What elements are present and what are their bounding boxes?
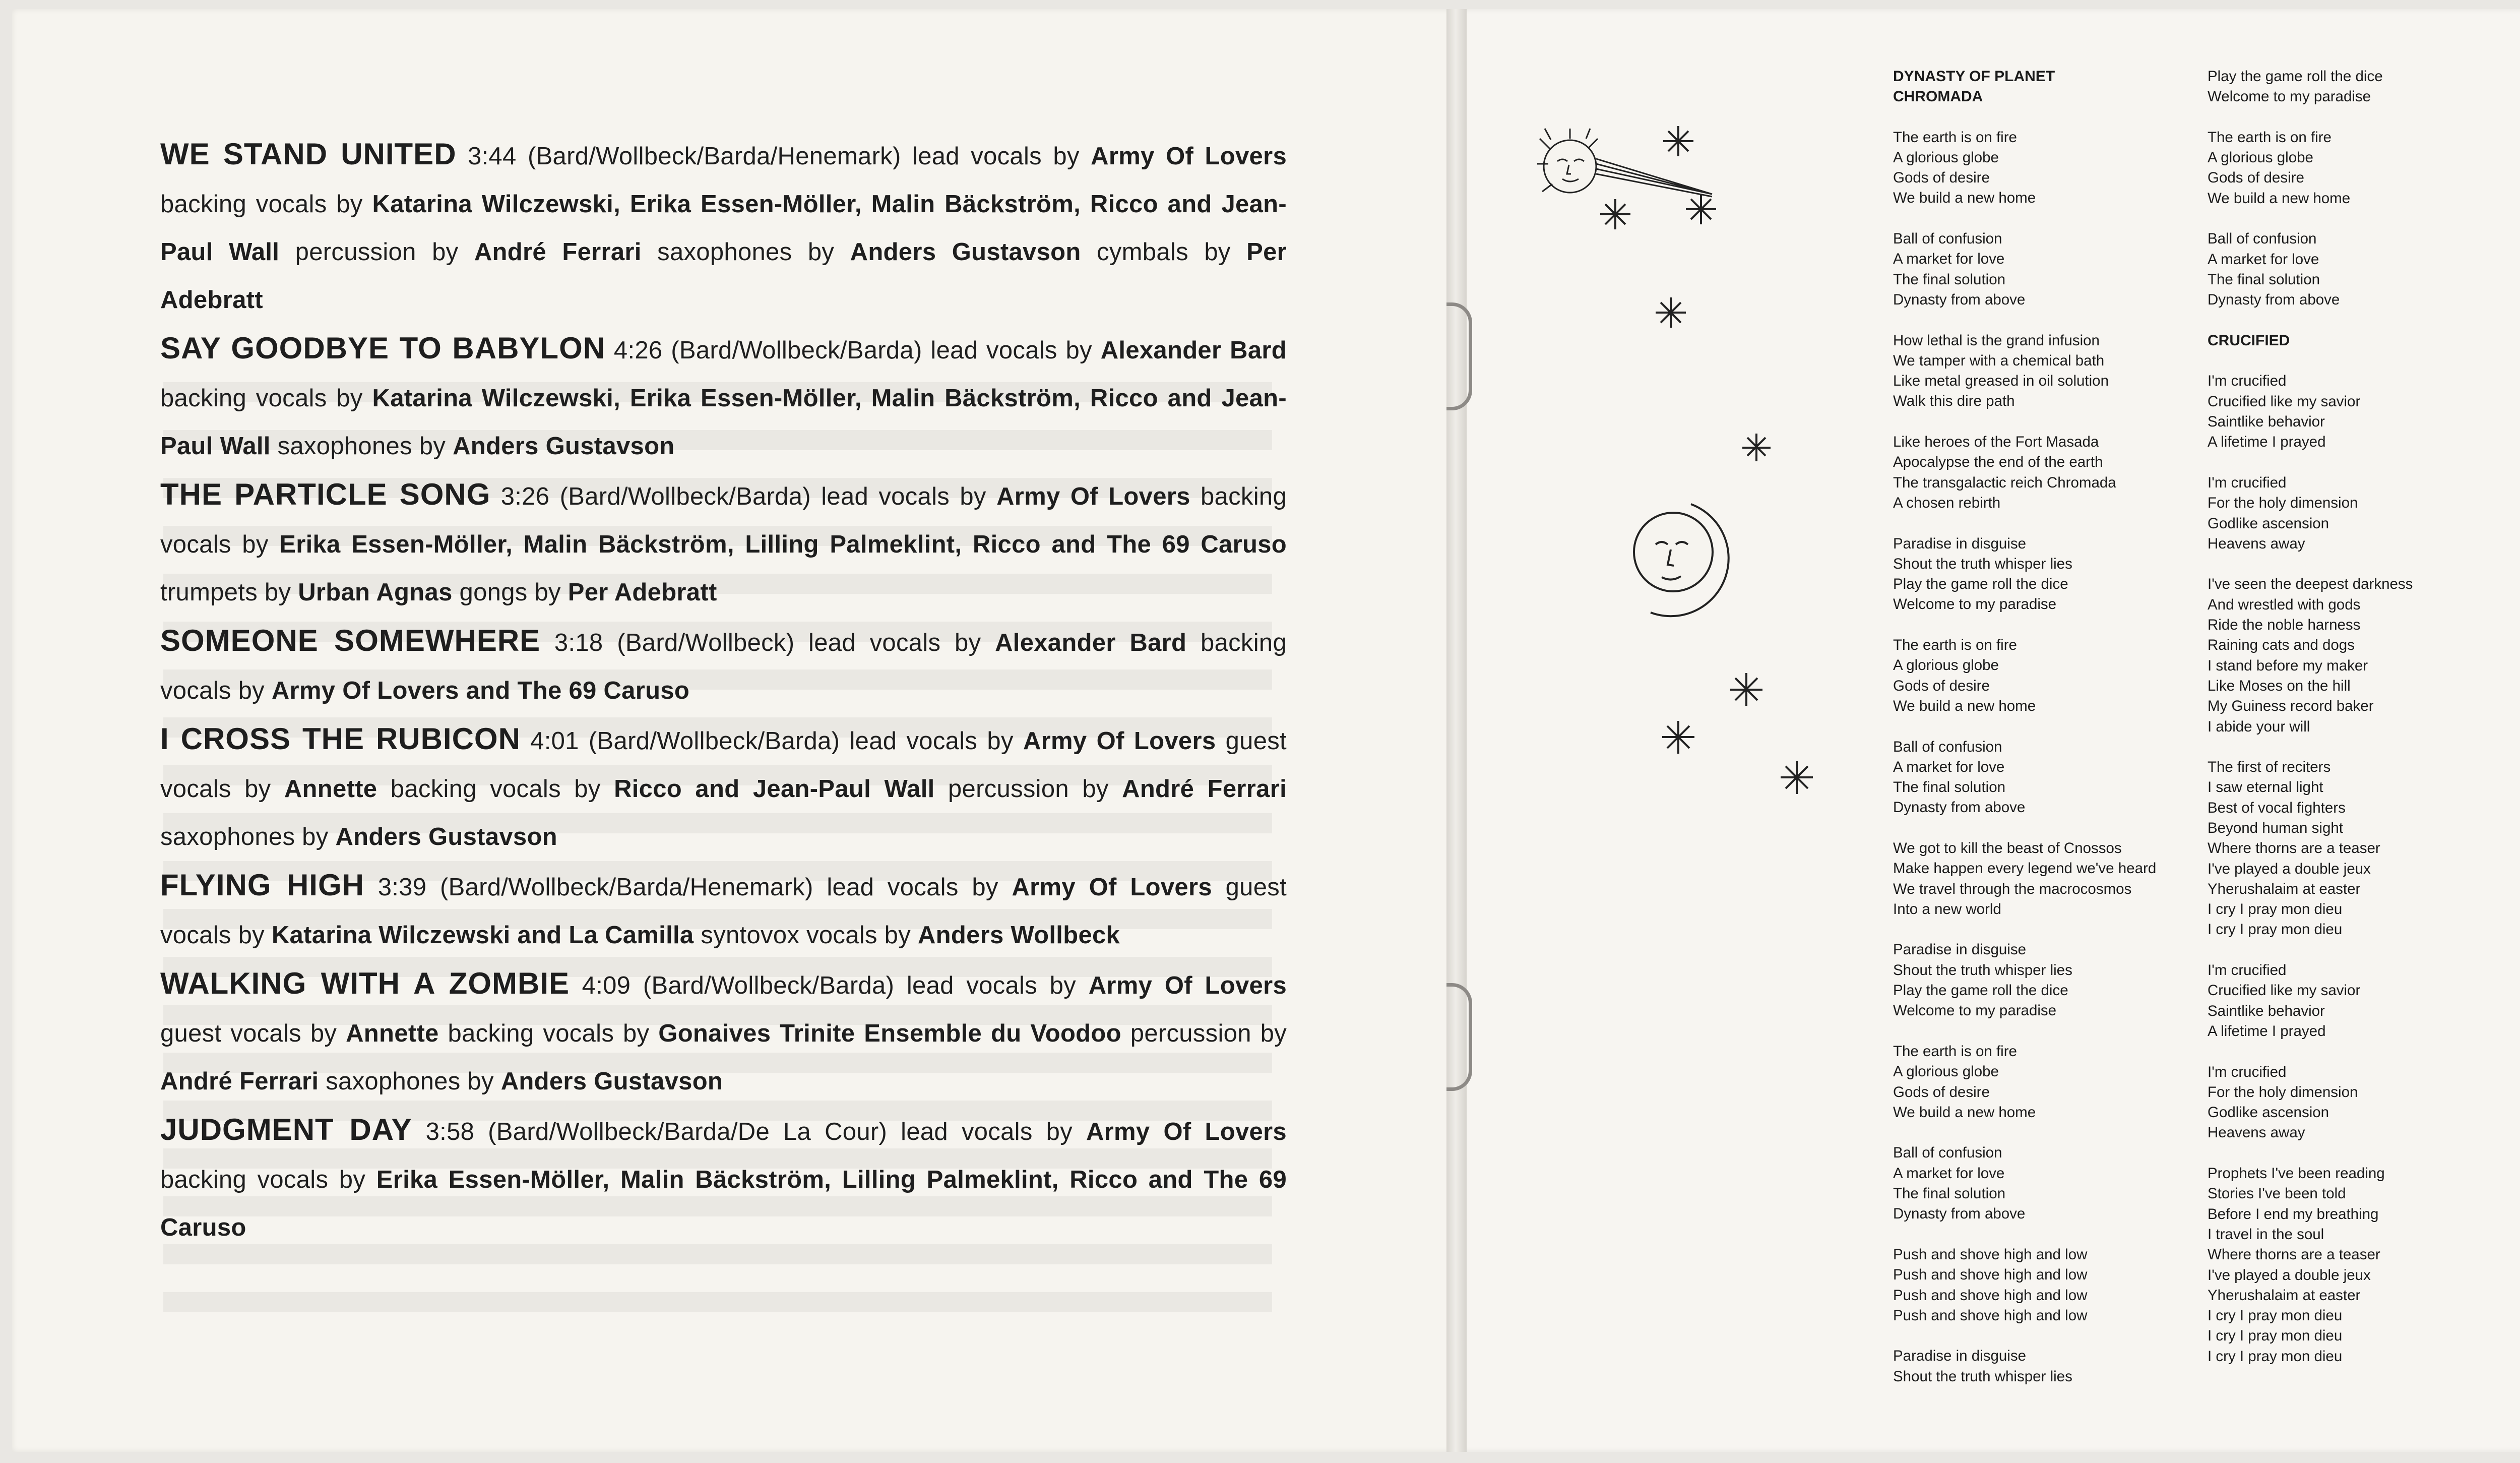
credit-name: Katarina Wilczewski, Erika Essen-Möller, Malin Bäckström, Ricco and Jean-Paul Wall xyxy=(160,385,1287,460)
credit-name: Army Of Lovers xyxy=(1023,727,1216,755)
stars-illustration xyxy=(1630,297,1782,469)
credit-name: Army Of Lovers and The 69 Caruso xyxy=(271,677,690,704)
staple-bottom xyxy=(1446,983,1472,1091)
track-credit xyxy=(160,324,1287,470)
lyric-line: I'm crucified xyxy=(2208,962,2287,979)
lyric-stanza xyxy=(1893,1042,2195,1123)
track-title: I CROSS THE RUBICON xyxy=(160,722,521,756)
lyric-line: Welcome to my paradise xyxy=(1893,596,2057,613)
lyric-line: Beyond human sight xyxy=(2208,819,2343,836)
lyric-line: For the holy dimension xyxy=(2208,1083,2358,1101)
lyric-line: Paradise in disguise xyxy=(1893,941,2027,958)
credit-text: saxophones by xyxy=(270,433,453,460)
moon-face-illustration xyxy=(1615,497,1736,628)
lyric-line: Shout the truth whisper lies xyxy=(1893,555,2072,572)
credit-name: André Ferrari xyxy=(474,238,642,266)
credit-name: Erika Essen-Möller, Malin Bäckström, Lilling Palmeklint, Ricco and The 69 Caruso xyxy=(160,1166,1287,1241)
credit-text: 3:44 (Bard/Wollbeck/Barda/Henemark) lead vocals by xyxy=(456,143,1091,170)
lyric-line: How lethal is the grand infusion xyxy=(1893,332,2100,349)
lyric-line: Raining cats and dogs xyxy=(2208,637,2355,654)
lyric-line: Push and shove high and low xyxy=(1893,1246,2088,1263)
track-credits xyxy=(160,130,1287,1252)
lyric-line: I've played a double jeux xyxy=(2208,860,2371,877)
credit-text: backing vocals by xyxy=(438,1020,659,1047)
credit-text: saxophones by xyxy=(319,1068,501,1095)
song-title: CHROMADA xyxy=(1893,88,1983,105)
lyric-line: The final solution xyxy=(1893,271,2006,288)
track-credit xyxy=(160,861,1287,959)
lyric-line: I cry I pray mon dieu xyxy=(2208,901,2343,918)
lyric-line: Gods of desire xyxy=(1893,677,1990,694)
lyric-line: Like metal greased in oil solution xyxy=(1893,373,2109,390)
lyric-stanza xyxy=(1893,534,2195,615)
credit-name: Army Of Lovers xyxy=(1086,1118,1287,1145)
lyric-line: Like heroes of the Fort Masada xyxy=(1893,434,2099,451)
lyric-line: I'm crucified xyxy=(2208,474,2287,491)
credit-text: guest vocals by xyxy=(160,1020,346,1047)
credit-text: saxophones by xyxy=(641,238,850,266)
credit-name: Katarina Wilczewski and La Camilla xyxy=(271,922,694,949)
lyric-line: I cry I pray mon dieu xyxy=(2208,1348,2343,1365)
credit-name: Army Of Lovers xyxy=(1088,972,1287,999)
lyric-stanza xyxy=(1893,635,2195,716)
lyric-line: The first of reciters xyxy=(2208,759,2331,776)
lyric-line: Play the game roll the dice xyxy=(2208,68,2383,85)
credit-name: Per Adebratt xyxy=(160,238,1287,314)
track-credit xyxy=(160,130,1287,324)
credit-text: backing vocals by xyxy=(377,775,614,803)
lyric-stanza xyxy=(1893,1346,2195,1387)
lyric-stanza xyxy=(2208,1164,2510,1367)
credit-name: Anders Gustavson xyxy=(335,823,557,850)
lyric-line: A glorious globe xyxy=(1893,657,1999,674)
lyric-line: Ball of confusion xyxy=(1893,1144,2002,1162)
lyric-line: For the holy dimension xyxy=(2208,495,2358,512)
credit-text: percussion by xyxy=(1121,1020,1287,1047)
lyric-line: Push and shove high and low xyxy=(1893,1287,2088,1304)
credit-text: 3:18 (Bard/Wollbeck) lead vocals by xyxy=(540,629,995,656)
credit-text: 3:26 (Bard/Wollbeck/Barda) lead vocals by xyxy=(490,483,997,510)
lyric-stanza xyxy=(1893,1143,2195,1224)
song-title: DYNASTY OF PLANET xyxy=(1893,68,2055,85)
credit-name: Anders Gustavson xyxy=(850,238,1081,266)
credit-name: Erika Essen-Möller, Malin Bäckström, Lilling Palmeklint, Ricco and The 69 Caruso xyxy=(279,531,1287,558)
lyric-stanza xyxy=(2208,67,2510,107)
track-title: FLYING HIGH xyxy=(160,868,364,902)
credit-text: syntovox vocals by xyxy=(694,922,918,949)
song-block xyxy=(2208,331,2510,351)
lyric-line: I'm crucified xyxy=(2208,373,2287,390)
track-title: SOMEONE SOMEWHERE xyxy=(160,624,541,657)
lyric-line: A glorious globe xyxy=(1893,1063,1999,1080)
lyric-stanza xyxy=(1893,229,2195,310)
lyric-stanza xyxy=(1893,432,2195,513)
lyric-stanza xyxy=(1893,838,2195,920)
lyric-stanza xyxy=(1893,940,2195,1021)
credit-name: Army Of Lovers xyxy=(1012,874,1212,901)
lyric-stanza xyxy=(1893,331,2195,412)
lyric-line: Ball of confusion xyxy=(1893,230,2002,248)
booklet-spine xyxy=(1446,9,1467,1452)
lyric-line: A glorious globe xyxy=(1893,149,1999,166)
lyric-stanza xyxy=(2208,473,2510,554)
lyric-stanza xyxy=(2208,574,2510,737)
credit-text: trumpets by xyxy=(160,579,298,606)
track-title: WE STAND UNITED xyxy=(160,137,457,171)
credit-name: Annette xyxy=(284,775,377,803)
lyric-line: I travel in the soul xyxy=(2208,1226,2324,1243)
track-credit xyxy=(160,470,1287,617)
credit-name: Urban Agnas xyxy=(298,579,453,606)
lyrics-column-2 xyxy=(2208,67,2510,1387)
lyric-stanza xyxy=(2208,229,2510,310)
credit-name: Per Adebratt xyxy=(568,579,717,606)
lyric-line: Heavens away xyxy=(2208,1124,2305,1141)
lyric-line: Saintlike behavior xyxy=(2208,413,2325,431)
lyric-line: Walk this dire path xyxy=(1893,393,2015,410)
credit-text: saxophones by xyxy=(160,823,336,850)
lyric-stanza xyxy=(2208,757,2510,940)
lyric-line: Push and shove high and low xyxy=(1893,1307,2088,1324)
credit-name: Anders Gustavson xyxy=(453,433,675,460)
lyric-line: Shout the truth whisper lies xyxy=(1893,1368,2072,1385)
spacer xyxy=(1893,107,2195,128)
lyric-line: Ball of confusion xyxy=(1893,738,2002,755)
track-title: WALKING WITH A ZOMBIE xyxy=(160,966,570,1000)
credit-name: Army Of Lovers xyxy=(1091,143,1287,170)
lyric-line: A market for love xyxy=(1893,1165,2005,1182)
lyric-line: The earth is on fire xyxy=(1893,129,2017,146)
lyric-line: Godlike ascension xyxy=(2208,515,2329,532)
lyric-line: Dynasty from above xyxy=(1893,1205,2026,1223)
lyric-line: Gods of desire xyxy=(1893,169,1990,187)
lyric-line: My Guiness record baker xyxy=(2208,698,2374,715)
track-title: SAY GOODBYE TO BABYLON xyxy=(160,331,606,365)
lyric-line: I'm crucified xyxy=(2208,1063,2287,1080)
lyric-line: Apocalypse the end of the earth xyxy=(1893,454,2103,471)
lyric-line: The earth is on fire xyxy=(2208,129,2332,146)
credit-name: Gonaives Trinite Ensemble du Voodoo xyxy=(658,1020,1121,1047)
credit-name: Annette xyxy=(346,1020,439,1047)
lyric-line: A market for love xyxy=(1893,251,2005,268)
credit-name: Katarina Wilczewski, Erika Essen-Möller, Malin Bäckström, Ricco and Jean-Paul Wall xyxy=(160,191,1287,266)
song-title: CRUCIFIED xyxy=(2208,332,2290,349)
lyric-stanza xyxy=(1893,737,2195,818)
lyric-line: Welcome to my paradise xyxy=(1893,1002,2057,1019)
lyric-line: Godlike ascension xyxy=(2208,1104,2329,1121)
credit-text: backing vocals by xyxy=(160,191,372,218)
credit-name: Army Of Lovers xyxy=(996,483,1190,510)
lyric-line: Saintlike behavior xyxy=(2208,1002,2325,1019)
lyrics-column-1 xyxy=(1893,67,2195,1407)
lyric-line: I stand before my maker xyxy=(2208,657,2368,674)
lyric-line: Crucified like my savior xyxy=(2208,982,2361,999)
track-credit xyxy=(160,617,1287,715)
lyric-line: Stories I've been told xyxy=(2208,1185,2346,1202)
lyric-line: Prophets I've been reading xyxy=(2208,1165,2385,1182)
lyric-line: I cry I pray mon dieu xyxy=(2208,1327,2343,1345)
lyric-line: Dynasty from above xyxy=(2208,291,2340,309)
sun-face-illustration xyxy=(1509,108,1741,270)
lyric-line: I abide your will xyxy=(2208,718,2310,735)
credit-text: gongs by xyxy=(452,579,568,606)
track-credit xyxy=(160,715,1287,861)
credit-text: 4:26 (Bard/Wollbeck/Barda) lead vocals by xyxy=(605,337,1101,364)
lyric-line: Crucified like my savior xyxy=(2208,393,2361,410)
lyric-line: A lifetime I prayed xyxy=(2208,434,2326,451)
track-title: THE PARTICLE SONG xyxy=(160,477,491,511)
lyric-line: Gods of desire xyxy=(1893,1083,1990,1101)
lyric-line: We build a new home xyxy=(1893,1104,2036,1121)
lyric-line: Gods of desire xyxy=(2208,169,2304,187)
lyric-line: Like Moses on the hill xyxy=(2208,677,2351,694)
lyric-line: A chosen rebirth xyxy=(1893,494,2001,511)
credit-text: 3:39 (Bard/Wollbeck/Barda/Henemark) lead vocals by xyxy=(364,874,1012,901)
lyric-line: We build a new home xyxy=(1893,190,2036,207)
credit-name: Anders Wollbeck xyxy=(917,922,1120,949)
lyric-line: Play the game roll the dice xyxy=(1893,576,2068,593)
lyric-line: Where thorns are a teaser xyxy=(2208,840,2380,857)
lyric-line: Ball of confusion xyxy=(2208,230,2317,248)
lyric-line: Play the game roll the dice xyxy=(1893,982,2068,999)
lyric-line: I cry I pray mon dieu xyxy=(2208,921,2343,938)
lyric-stanza xyxy=(2208,128,2510,209)
lyric-stanza xyxy=(1893,1245,2195,1326)
staple-top xyxy=(1446,302,1472,410)
credit-text: percussion by xyxy=(279,238,474,266)
credit-text: percussion by xyxy=(934,775,1122,803)
lyric-line: Push and shove high and low xyxy=(1893,1266,2088,1284)
credit-text: backing vocals by xyxy=(160,1166,376,1193)
lyric-line: I've seen the deepest darkness xyxy=(2208,576,2413,593)
lyric-line: The final solution xyxy=(2208,271,2320,288)
lyric-line: The earth is on fire xyxy=(1893,1043,2017,1060)
credit-name: André Ferrari xyxy=(160,1068,319,1095)
lyric-stanza xyxy=(2208,960,2510,1042)
lyric-line: I've played a double jeux xyxy=(2208,1266,2371,1284)
lyric-line: The final solution xyxy=(1893,779,2006,796)
track-title: JUDGMENT DAY xyxy=(160,1113,412,1146)
lyric-line: The transgalactic reich Chromada xyxy=(1893,474,2116,491)
lyric-line: A market for love xyxy=(2208,251,2319,268)
lyric-line: A lifetime I prayed xyxy=(2208,1022,2326,1040)
lyric-line: Where thorns are a teaser xyxy=(2208,1246,2380,1263)
lyric-line: Paradise in disguise xyxy=(1893,1348,2027,1365)
credit-text: cymbals by xyxy=(1081,238,1247,266)
credit-text: 4:01 (Bard/Wollbeck/Barda) lead vocals by xyxy=(520,727,1023,755)
credit-text: 4:09 (Bard/Wollbeck/Barda) lead vocals by xyxy=(570,972,1089,999)
credit-text: backing vocals by xyxy=(160,385,372,412)
track-credit xyxy=(160,1106,1287,1252)
lyric-line: And wrestled with gods xyxy=(2208,596,2361,613)
credit-name: Ricco and Jean-Paul Wall xyxy=(614,775,935,803)
lyric-line: Yherushalaim at easter xyxy=(2208,1287,2361,1304)
lyric-line: We tamper with a chemical bath xyxy=(1893,352,2105,369)
lyric-line: Make happen every legend we've heard xyxy=(1893,860,2157,877)
credit-text: guest vocals by xyxy=(160,874,1287,949)
lyric-line: A market for love xyxy=(1893,758,2005,775)
lyric-line: Best of vocal fighters xyxy=(2208,799,2346,816)
lyric-line: Shout the truth whisper lies xyxy=(1893,961,2072,979)
lyric-line: The earth is on fire xyxy=(1893,637,2017,654)
credit-name: Anders Gustavson xyxy=(500,1068,723,1095)
credit-text: 3:58 (Bard/Wollbeck/Barda/De La Cour) lead vocals by xyxy=(412,1118,1086,1145)
credit-name: André Ferrari xyxy=(1122,775,1287,803)
bottom-stars-illustration xyxy=(1641,665,1832,827)
lyric-line: Into a new world xyxy=(1893,900,2001,918)
lyric-line: Dynasty from above xyxy=(1893,291,2026,308)
lyric-line: We got to kill the beast of Cnossos xyxy=(1893,839,2122,857)
credit-name: Alexander Bard xyxy=(995,629,1187,656)
credit-name: Alexander Bard xyxy=(1100,337,1287,364)
track-credit xyxy=(160,959,1287,1106)
song-block xyxy=(1893,67,2195,209)
lyric-line: Heavens away xyxy=(2208,535,2305,552)
lyric-line: Welcome to my paradise xyxy=(2208,88,2371,105)
lyric-stanza xyxy=(2208,371,2510,452)
lyric-line: Before I end my breathing xyxy=(2208,1205,2379,1223)
lyric-stanza xyxy=(2208,1062,2510,1143)
lyric-line: Ride the noble harness xyxy=(2208,617,2361,634)
lyric-line: I cry I pray mon dieu xyxy=(2208,1307,2343,1324)
lyric-line: Paradise in disguise xyxy=(1893,535,2027,552)
lyric-line: We build a new home xyxy=(1893,697,2036,714)
lyric-line: A glorious globe xyxy=(2208,149,2313,166)
credit-text: backing vocals by xyxy=(160,629,1287,704)
credit-text: guest vocals by xyxy=(160,727,1287,803)
lyric-line: We travel through the macrocosmos xyxy=(1893,880,2132,897)
lyric-line: Dynasty from above xyxy=(1893,799,2026,816)
lyric-line: I saw eternal light xyxy=(2208,779,2323,796)
lyric-line: Yherushalaim at easter xyxy=(2208,880,2361,897)
lyric-line: We build a new home xyxy=(2208,190,2351,207)
credit-text: backing vocals by xyxy=(160,483,1287,558)
lyric-line: The final solution xyxy=(1893,1185,2006,1202)
